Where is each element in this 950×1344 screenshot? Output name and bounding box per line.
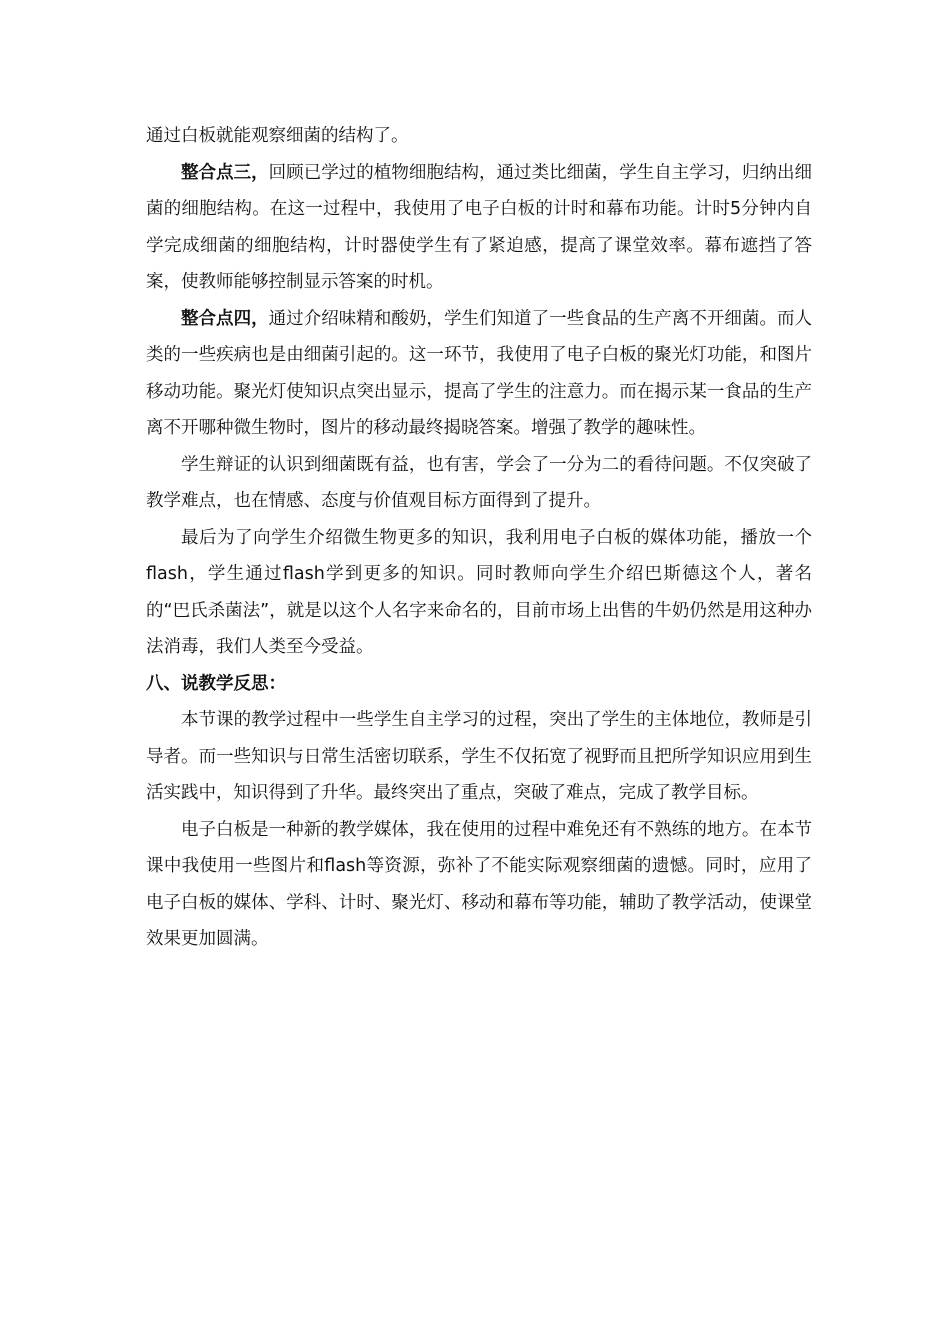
paragraph-text: 通过介绍味精和酸奶，学生们知道了一些食品的生产离不开细菌。而人类的一些疾病也是由细菌引起的。这一环节，我使用了电子白板的聚光灯功能，和图片移动功能。聚光灯使知识点突出显示，提高了学生的注意力。而在揭示某一食品的生产离不开哪种微生物时，图片的移动最终揭晓答案。增强了教学的趣味性。 (146, 308, 813, 438)
paragraph-lead: 整合点三， (181, 162, 269, 183)
paragraph-integration-point-four (146, 301, 812, 447)
paragraph-text: 回顾已学过的植物细胞结构，通过类比细菌，学生自主学习，归纳出细菌的细胞结构。在这一过程中，我使用了电子白板的计时和幕布功能。计时5分钟内自学完成细菌的细胞结构，计时器使学生有了紧迫感，提高了课堂效率。幕布遮挡了答案，使教师能够控制显示答案的时机。 (146, 162, 813, 292)
paragraph-text: 最后为了向学生介绍微生物更多的知识，我利用电子白板的媒体功能，播放一个flash，学生通过flash学到更多的知识。同时教师向学生介绍巴斯德这个人，著名的“巴氏杀菌法”，就是以这个人名字来命名的，目前市场上出售的牛奶仍然是用这种办法消毒，我们人类至今受益。 (146, 527, 812, 657)
paragraph-text: 本节课的教学过程中一些学生自主学习的过程，突出了学生的主体地位，教师是引导者。而一些知识与日常生活密切联系，学生不仅拓宽了视野而且把所学知识应用到生活实践中，知识得到了升华。最终突出了重点，突破了难点，完成了教学目标。 (146, 710, 812, 803)
paragraph-dialectical (146, 447, 812, 520)
paragraph-text: 学生辩证的认识到细菌既有益，也有害，学会了一分为二的看待问题。不仅突破了教学难点，也在情感、态度与价值观目标方面得到了提升。 (146, 454, 812, 511)
reflection-paragraph-2 (146, 812, 812, 958)
paragraph-lead: 整合点四， (181, 308, 269, 329)
reflection-paragraph-1 (146, 702, 812, 812)
section-heading: 八、说教学反思： (146, 673, 286, 694)
paragraph-text: 通过白板就能观察细菌的结构了。 (146, 126, 409, 146)
paragraph-flash (146, 520, 812, 666)
paragraph-text: 电子白板是一种新的教学媒体，我在使用的过程中难免还有不熟练的地方。在本节课中我使用一些图片和flash等资源，弥补了不能实际观察细菌的遗憾。同时，应用了电子白板的媒体、学科、计时、聚光灯、移动和幕布等功能，辅助了教学活动，使课堂效果更加圆满。 (146, 819, 812, 949)
paragraph-continuation (146, 118, 812, 155)
paragraph-integration-point-three (146, 155, 812, 301)
document-page (146, 118, 812, 958)
